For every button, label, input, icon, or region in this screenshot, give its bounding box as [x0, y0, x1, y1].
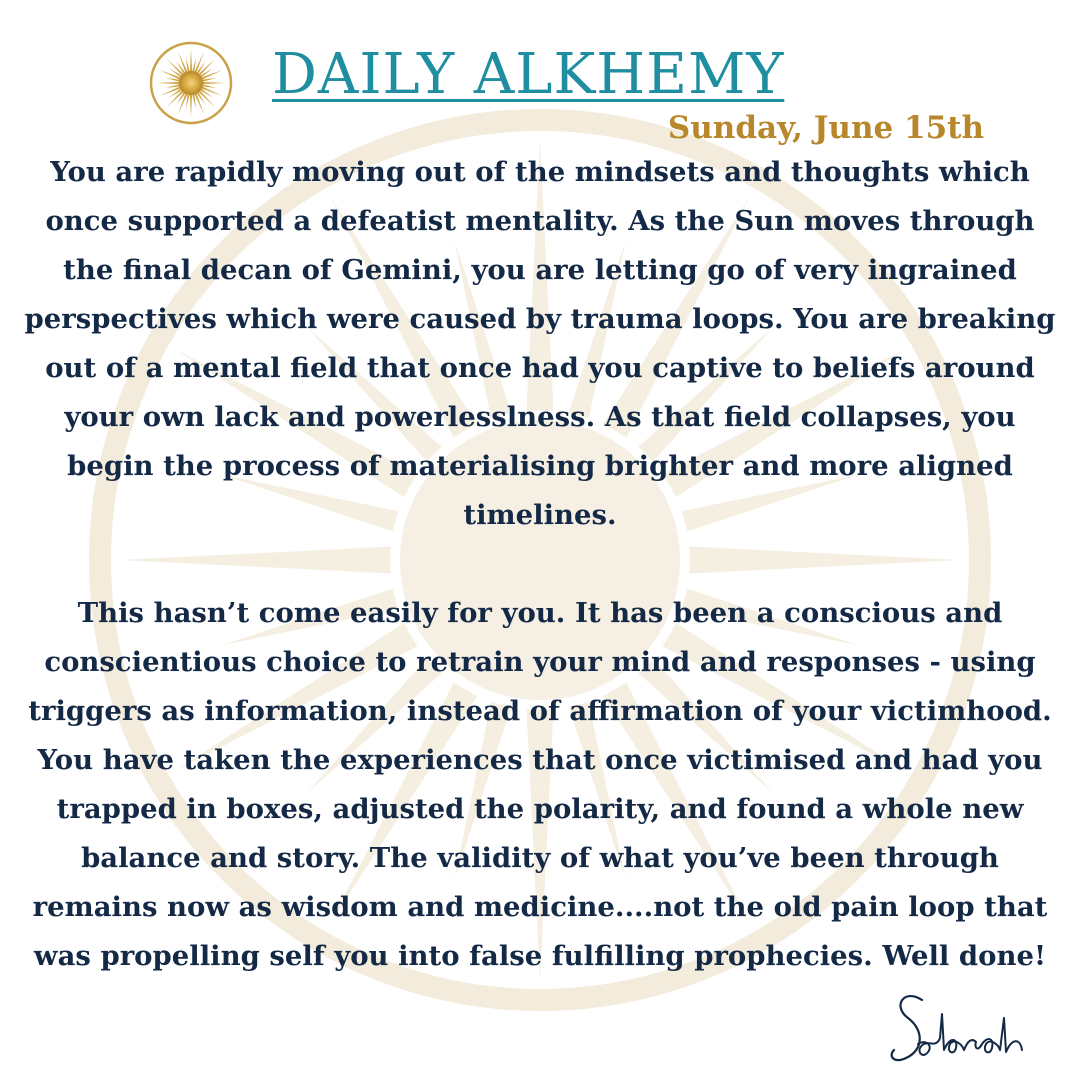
signature-solarah	[884, 978, 1054, 1078]
header	[0, 28, 1080, 118]
sun-icon	[146, 38, 236, 128]
date-label: Sunday, June 15th	[667, 110, 984, 146]
message-body	[20, 148, 1060, 981]
message-paragraph-1: You are rapidly moving out of the mindsets and thoughts which once supported a defeatist mentality. As the Sun moves through the final decan of Gemini, you are letting go of very ingrained perspectives which were caused by trauma loops. You are breaking out of a mental field that once had you captive to beliefs around your own lack and powerlesslness. As that field collapses, you begin the process of materialising brighter and more aligned timelines.	[24, 156, 1056, 531]
message-paragraph-2: This hasn’t come easily for you. It has been a conscious and conscientious choice to retrain your mind and responses - using triggers as information, instead of affirmation of your victimhood. You have taken the experiences that once victimised and had you trapped in boxes, adjusted the polarity, and found a whole new balance and story. The validity of what you’ve been through remains now as wisdom and medicine....not the old pain loop that was propelling self you into false fulfilling prophecies. Well done!	[28, 597, 1052, 972]
page-title: DAILY ALKHEMY	[272, 42, 785, 107]
